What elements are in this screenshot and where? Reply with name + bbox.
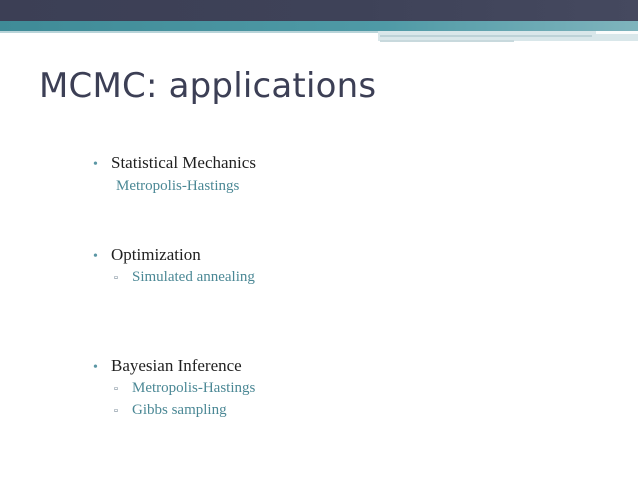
bullet-bayesian-inference [93, 356, 242, 376]
sub-marker: ▫ [114, 272, 118, 284]
sub-item-metropolis-hastings-1: Metropolis-Hastings [116, 178, 240, 194]
sub-marker: ▫ [114, 383, 118, 395]
header-right-line-short [380, 40, 514, 42]
bullet-statistical-mechanics [93, 153, 256, 173]
bullet-marker: • [93, 157, 98, 172]
sub-item-metropolis-hastings-2 [114, 380, 255, 397]
slide-title: MCMC: applications [39, 66, 377, 106]
sub-text: Metropolis-Hastings [132, 380, 256, 396]
bullet-text: Statistical Mechanics [111, 153, 256, 172]
header-teal-band [0, 21, 638, 31]
header-dark-band [0, 0, 638, 21]
sub-text: Gibbs sampling [132, 402, 227, 418]
header-light-stripe [0, 31, 378, 33]
sub-item-gibbs-sampling [114, 402, 227, 419]
sub-marker: ▫ [114, 405, 118, 417]
header-right-line [380, 35, 592, 37]
header-highlight [596, 31, 638, 34]
sub-item-simulated-annealing [114, 269, 255, 286]
bullet-text: Optimization [111, 245, 201, 264]
sub-text: Simulated annealing [132, 269, 255, 285]
bullet-text: Bayesian Inference [111, 356, 242, 375]
bullet-marker: • [93, 360, 98, 375]
bullet-optimization [93, 245, 201, 265]
bullet-marker: • [93, 249, 98, 264]
